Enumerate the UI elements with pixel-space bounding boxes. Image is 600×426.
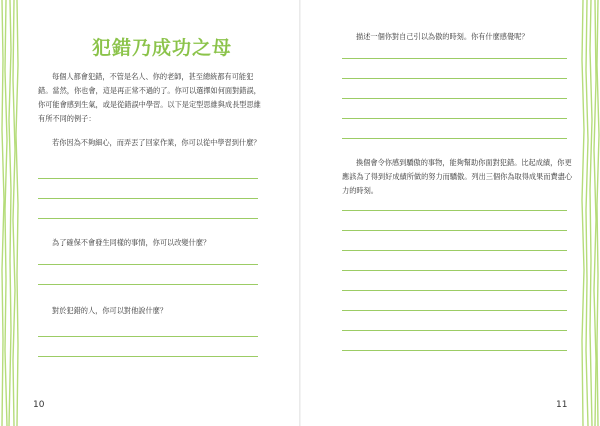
right-decorative-border	[580, 0, 600, 426]
left-decorative-border	[0, 0, 20, 426]
answer-line[interactable]	[38, 198, 258, 199]
page-number-right: 11	[556, 400, 568, 410]
answer-line[interactable]	[38, 356, 258, 357]
answer-lines-q4[interactable]	[342, 58, 567, 158]
question-1: 若你因為不夠細心，而弄丟了回家作業，你可以從中學習到什麼？	[52, 138, 261, 147]
question-3: 對於犯錯的人，你可以對他說什麼？	[52, 306, 168, 315]
answer-line[interactable]	[38, 178, 258, 179]
answer-line[interactable]	[342, 78, 567, 79]
page-gutter	[299, 0, 301, 426]
answer-line[interactable]	[342, 138, 567, 139]
answer-lines-q5[interactable]	[342, 210, 567, 370]
answer-line[interactable]	[342, 98, 567, 99]
page-number-left: 10	[33, 400, 45, 410]
question-2: 為了確保不會發生同樣的事情，你可以改變什麼？	[52, 238, 211, 247]
answer-line[interactable]	[342, 230, 567, 231]
answer-line[interactable]	[342, 250, 567, 251]
answer-line[interactable]	[38, 218, 258, 219]
intro-paragraph: 每個人都會犯錯，不管是名人、你的老師，甚至總統都有可能犯錯。當然，你也會，這是再正常不過的了。你可以選擇如何面對錯誤，你可能會感到生氣，或是從錯誤中學習。以下是定型思維與成長型思維有所不同的例子：	[38, 72, 261, 123]
answer-line[interactable]	[342, 290, 567, 291]
answer-line[interactable]	[38, 264, 258, 265]
page-title: 犯錯乃成功之母	[92, 37, 233, 59]
answer-lines-q1[interactable]	[38, 178, 258, 238]
answer-line[interactable]	[342, 350, 567, 351]
answer-line[interactable]	[342, 310, 567, 311]
answer-line[interactable]	[342, 270, 567, 271]
answer-line[interactable]	[342, 330, 567, 331]
answer-line[interactable]	[38, 336, 258, 337]
answer-line[interactable]	[342, 210, 567, 211]
answer-line[interactable]	[38, 284, 258, 285]
answer-line[interactable]	[342, 58, 567, 59]
answer-lines-q3[interactable]	[38, 336, 258, 376]
question-5: 換個會令你感到驕傲的事物，能夠幫助你面對犯錯。比起成績，你更應該為了得到好成績所做的努力而驕傲。列出三個你為取得成果而費盡心力的時刻。	[342, 158, 573, 195]
question-4: 描述一個你對自己引以為傲的時刻。你有什麼感覺呢？	[356, 32, 529, 41]
answer-line[interactable]	[342, 118, 567, 119]
answer-lines-q2[interactable]	[38, 264, 258, 304]
